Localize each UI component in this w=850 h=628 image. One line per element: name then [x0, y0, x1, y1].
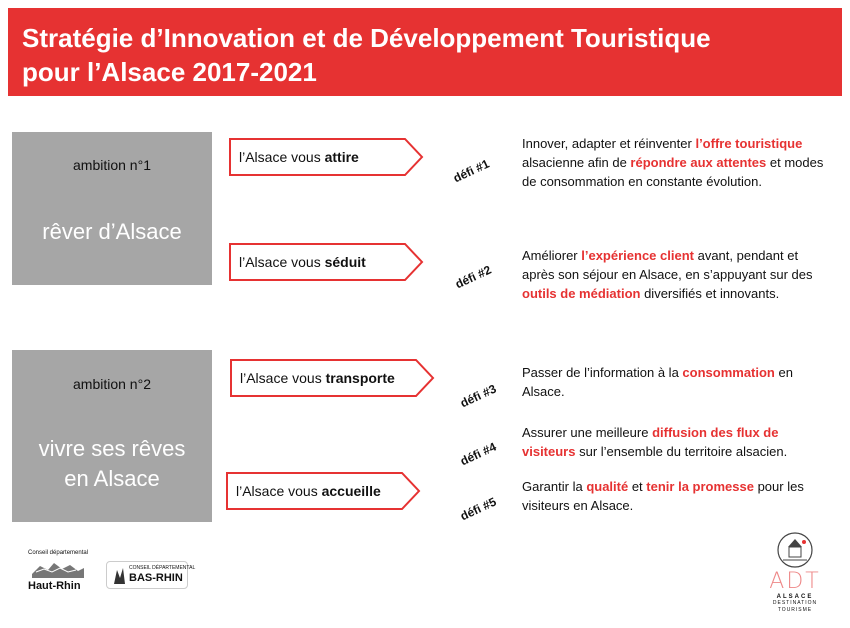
adt-sub-2: TOURISME [777, 607, 813, 613]
bas-rhin-name: BAS-RHIN [129, 572, 183, 584]
ambition-1-box [12, 132, 212, 285]
highlight-text: tenir la promesse [646, 479, 754, 494]
highlight-text: consommation [682, 365, 775, 380]
haut-rhin-name: Haut-Rhin [28, 580, 81, 592]
adt-logo [760, 530, 830, 622]
description-text: Garantir la [522, 479, 587, 494]
description-text: avant, pendant et après son séjour en Alsace, en s’appuyant sur des [522, 248, 813, 282]
haut-rhin-logo [28, 550, 90, 596]
description-text: Innover, adapter et réinventer [522, 136, 696, 151]
title-banner [8, 8, 842, 96]
defi-1-label: défi #1 [451, 156, 492, 186]
highlight-text: l’expérience client [581, 248, 694, 263]
highlight-text: diffusion des flux de visiteurs [522, 425, 779, 459]
arrow-label [236, 472, 381, 510]
defi-3-description [522, 363, 807, 401]
description-text: alsacienne afin de [522, 155, 631, 170]
defi-3-label: défi #3 [458, 381, 499, 411]
defi-1-description [522, 134, 832, 191]
arrow-transporte [230, 359, 435, 397]
bas-rhin-logo [106, 561, 196, 589]
description-text: et modes de consommation en constante évolution. [522, 155, 824, 189]
adt-sub-1: DESTINATION [772, 600, 818, 606]
ambition-2-name [12, 434, 212, 494]
arrow-attire [229, 138, 424, 176]
defi-5-description [522, 477, 832, 515]
defi-4-description [522, 423, 817, 461]
haut-rhin-caption: Conseil départemental [28, 550, 89, 556]
arrow-keyword: transporte [325, 370, 395, 386]
ambition-2-box [12, 350, 212, 522]
defi-5-label: défi #5 [458, 494, 499, 524]
description-text: sur l’ensemble du territoire alsacien. [575, 444, 788, 459]
description-text: et [628, 479, 647, 494]
highlight-text: outils de médiation [522, 286, 641, 301]
highlight-text: l’offre touristique [695, 136, 803, 151]
bas-rhin-emblem-icon [111, 566, 127, 586]
description-text: diversifiés et innovants. [640, 286, 780, 301]
arrow-label [240, 359, 395, 397]
ambition-1-name [12, 217, 212, 247]
ambition-1-label: ambition n°1 [73, 157, 151, 173]
description-text: Assurer une meilleure [522, 425, 653, 440]
adt-alsace: ALSACE [776, 594, 814, 600]
arrow-prefix: l’Alsace vous [240, 370, 326, 386]
title-line-1: Stratégie d’Innovation et de Développement Touristique [22, 23, 711, 53]
arrow-prefix: l’Alsace vous [239, 149, 325, 165]
haut-rhin-map-icon [30, 560, 86, 580]
ambition-2-label: ambition n°2 [73, 376, 151, 392]
ambition-2-name-line-2: en Alsace [64, 466, 160, 491]
ambition-1-name-line-1: rêver d’Alsace [42, 219, 182, 244]
defi-2-description [522, 246, 832, 303]
adt-name: ADT [769, 569, 821, 594]
description-text: pour les visiteurs en Alsace. [522, 479, 804, 513]
description-text: Passer de l’information à la [522, 365, 683, 380]
arrow-prefix: l’Alsace vous [239, 254, 325, 270]
arrow-keyword: accueille [321, 483, 381, 499]
highlight-text: répondre aux attentes [630, 155, 767, 170]
arrow-label [239, 243, 366, 281]
description-text: Améliorer [522, 248, 582, 263]
highlight-text: qualité [586, 479, 629, 494]
description-text: en Alsace. [522, 365, 793, 399]
arrow-prefix: l’Alsace vous [236, 483, 322, 499]
defi-2-label: défi #2 [453, 262, 494, 292]
arrow-label [239, 138, 359, 176]
adt-emblem-icon [775, 530, 815, 570]
arrow-accueille [226, 472, 421, 510]
arrow-keyword: séduit [324, 254, 366, 270]
arrow-keyword: attire [324, 149, 359, 165]
title-line-2: pour l’Alsace 2017-2021 [22, 57, 317, 87]
bas-rhin-caption: CONSEIL DÉPARTEMENTAL [129, 565, 196, 571]
arrow-seduit [229, 243, 424, 281]
defi-4-label: défi #4 [458, 439, 499, 469]
ambition-2-name-line-1: vivre ses rêves [38, 436, 186, 461]
